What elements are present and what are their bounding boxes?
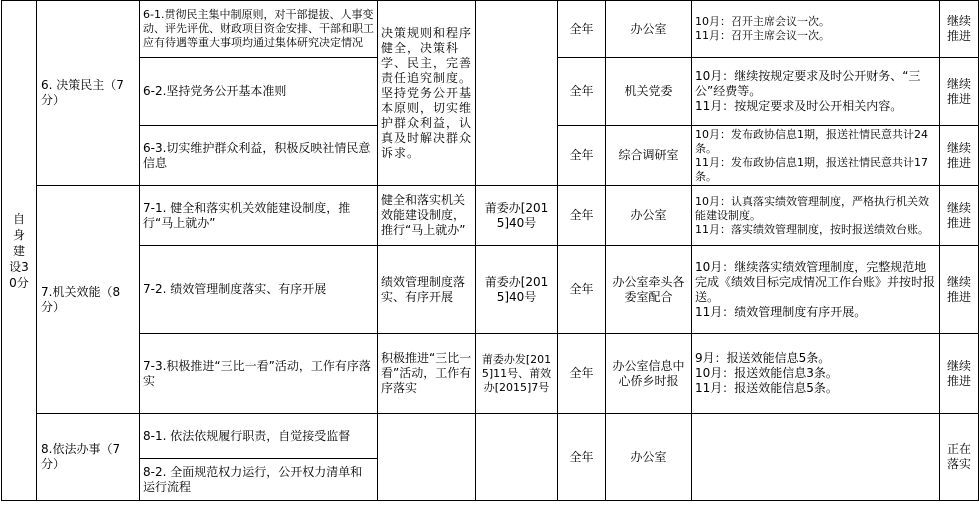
progress-line: 10月：继续落实绩效管理制度，完整规范地完成《绩效目标完成情况工作台账》并按时报送。 [695,259,936,304]
doc-6 [476,1,558,186]
table-row [2,334,979,414]
dept-6-1: 办公室 [606,1,692,58]
item-7-1: 7-1. 健全和落实机关效能建设制度，推行“马上就办” [140,186,378,246]
progress-line: 9月：报送效能信息5条。 [695,351,831,365]
measure-7-1: 健全和落实机关效能建设制度，推行“马上就办” [378,186,476,246]
status-8: 正在落实 [940,414,979,501]
item-8-2: 8-2. 全面规范权力运行，公开权力清单和运行流程 [140,459,378,501]
measure-7-3: 积极推进“三比一看”活动，工作有序落实 [378,334,476,414]
dept-7-3: 办公室信息中心侨乡时报 [606,334,692,414]
dept-7-1: 办公室 [606,186,692,246]
progress-line: 10月：继续按规定要求及时公开财务、“三公”经费等。 [695,69,921,98]
table-row [2,246,979,334]
progress-line: 11月：报送效能信息5条。 [695,381,838,395]
progress-6-3 [692,126,940,186]
doc-8 [476,414,558,501]
dept-6-2: 机关党委 [606,58,692,126]
time-8: 全年 [558,414,606,501]
progress-6-2 [692,58,940,126]
doc-7-1: 莆委办[2015]40号 [476,186,558,246]
doc-7-3: 莆委办发[2015]11号、莆效办[2015]7号 [476,334,558,414]
progress-7-2 [692,246,940,334]
progress-line: 11月：绩效管理制度有序开展。 [695,304,867,319]
progress-7-1 [692,186,940,246]
progress-8 [692,414,940,501]
time-6-1: 全年 [558,1,606,58]
table-row [2,186,979,246]
time-7-1: 全年 [558,186,606,246]
doc-7-2: 莆委办[2015]40号 [476,246,558,334]
category-law-based: 8.依法办事（7分） [37,414,140,501]
item-8-1: 8-1. 依法依规履行职责，自觉接受监督 [140,414,378,459]
item-7-2: 7-2. 绩效管理制度落实、有序开展 [140,246,378,334]
category-office-efficiency: 7.机关效能（8分） [37,186,140,414]
status-7-3: 继续推进 [940,334,979,414]
item-7-3: 7-3.积极推进“三比一看”活动，工作有序落实 [140,334,378,414]
progress-7-3 [692,334,940,414]
time-7-3: 全年 [558,334,606,414]
dept-8: 办公室 [606,414,692,501]
time-6-3: 全年 [558,126,606,186]
category-self-build: 自身建设30分 [2,1,37,501]
category-decision-democracy: 6. 决策民主（7分） [37,1,140,186]
progress-line: 10月：发布政协信息1期，报送社情民意共计24条。 [695,127,928,155]
status-7-1: 继续推进 [940,186,979,246]
progress-6-1 [692,1,940,58]
table-row [2,1,979,58]
time-7-2: 全年 [558,246,606,334]
measure-6: 决策规则和程序健全，决策科学、民主，完善责任追究制度。坚持党务公开基本原则，切实维护群众利益，认真及时解决群众诉求。 [378,1,476,186]
item-6-1: 6-1.贯彻民主集中制原则，对干部提拔、人事变动、评先评优、财政项目资金安排、干部和职工应有待遇等重大事项均通过集体研究决定情况 [140,1,378,58]
progress-line: 10月：报送效能信息3条。 [695,366,838,380]
dept-7-2: 办公室牵头各委室配合 [606,246,692,334]
status-7-2: 继续推进 [940,246,979,334]
progress-line: 10月：召开主席会议一次。 [695,15,830,28]
table-row [2,414,979,459]
progress-line: 11月：按规定要求及时公开相关内容。 [695,99,903,113]
status-6-1: 继续推进 [940,1,979,58]
status-6-2: 继续推进 [940,58,979,126]
status-6-3: 继续推进 [940,126,979,186]
progress-line: 10月：认真落实绩效管理制度，严格执行机关效能建设制度。 [695,194,929,222]
measure-7-2: 绩效管理制度落实、有序开展 [378,246,476,334]
work-progress-table [1,0,979,501]
time-6-2: 全年 [558,58,606,126]
item-6-3: 6-3.切实维护群众利益，积极反映社情民意信息 [140,126,378,186]
measure-8 [378,414,476,501]
item-6-2: 6-2.坚持党务公开基本准则 [140,58,378,126]
progress-line: 11月：落实绩效管理制度，按时报送绩效台账。 [695,222,929,236]
dept-6-3: 综合调研室 [606,126,692,186]
progress-line: 11月：召开主席会议一次。 [695,29,830,42]
progress-line: 11月：发布政协信息1期，报送社情民意共计17条。 [695,155,928,183]
